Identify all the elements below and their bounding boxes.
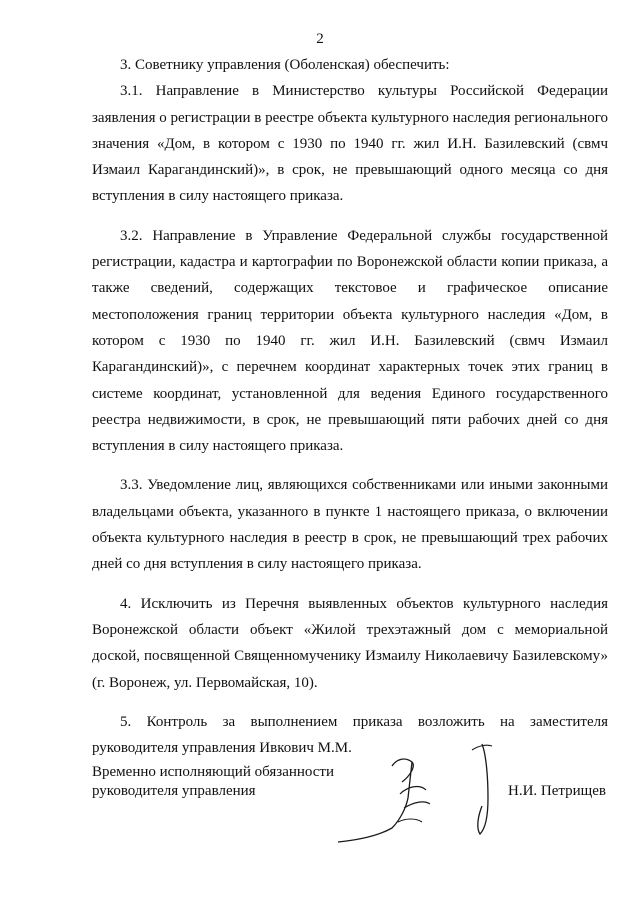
paragraph-4: 4. Исключить из Перечня выявленных объектов культурного наследия Воронежской области объект «Жилой трехэтажный дом с мемориальной доской, посвященной Священномученику Измаилу Николаевичу Базилевскому» (г. Воронеж, ул. Первомайская, 10). [92,595,608,691]
handwritten-signature [330,736,510,848]
signatory-position-line-2: руководителя управления [92,783,256,799]
signatory-position-line-1: Временно исполняющий обязанности [92,764,335,780]
page-number: 2 [316,31,324,47]
document-body [92,52,608,761]
paragraph-3-1: 3.1. Направление в Министерство культуры Российской Федерации заявления о регистрации в реестре объекта культурного наследия регионального значения «Дом, в котором с 1930 по 1940 гг. жил И.Н. Базилевский (свмч Измаил Карагандинский)», в срок, не превышающий одного месяца со дня вступления в силу настоящего приказа. [92,83,608,205]
paragraph-5: 5. Контроль за выполнением приказа возложить на заместителя руководителя управления Ивкович М.М. [92,713,608,757]
paragraph-3-2: 3.2. Направление в Управление Федеральной службы государственной регистрации, кадастра и картографии по Воронежской области копии приказа, а также сведений, содержащих текстовое и графическое описание местоположения границ территории объекта культурного наследия «Дом, в котором с 1930 по 1940 гг. жил И.Н. Базилевский (свмч Измаил Карагандинский)», с перечнем координат характерных точек этих границ в системе координат, установленной для ведения Единого государственного реестра недвижимости, в срок, не превышающий пяти рабочих дней со дня вступления в силу настоящего приказа. [92,227,608,455]
paragraph-3-3: 3.3. Уведомление лиц, являющихся собственниками или иными законными владельцами объекта, указанного в пункте 1 настоящего приказа, о включении объекта культурного наследия в реестр в срок, не превышающий трех рабочих дней со дня вступления в силу настоящего приказа. [92,477,608,573]
signatory-name: Н.И. Петрищев [508,783,606,799]
signatory-position [92,763,334,801]
paragraph-3: 3. Советнику управления (Оболенская) обеспечить: [120,57,450,73]
